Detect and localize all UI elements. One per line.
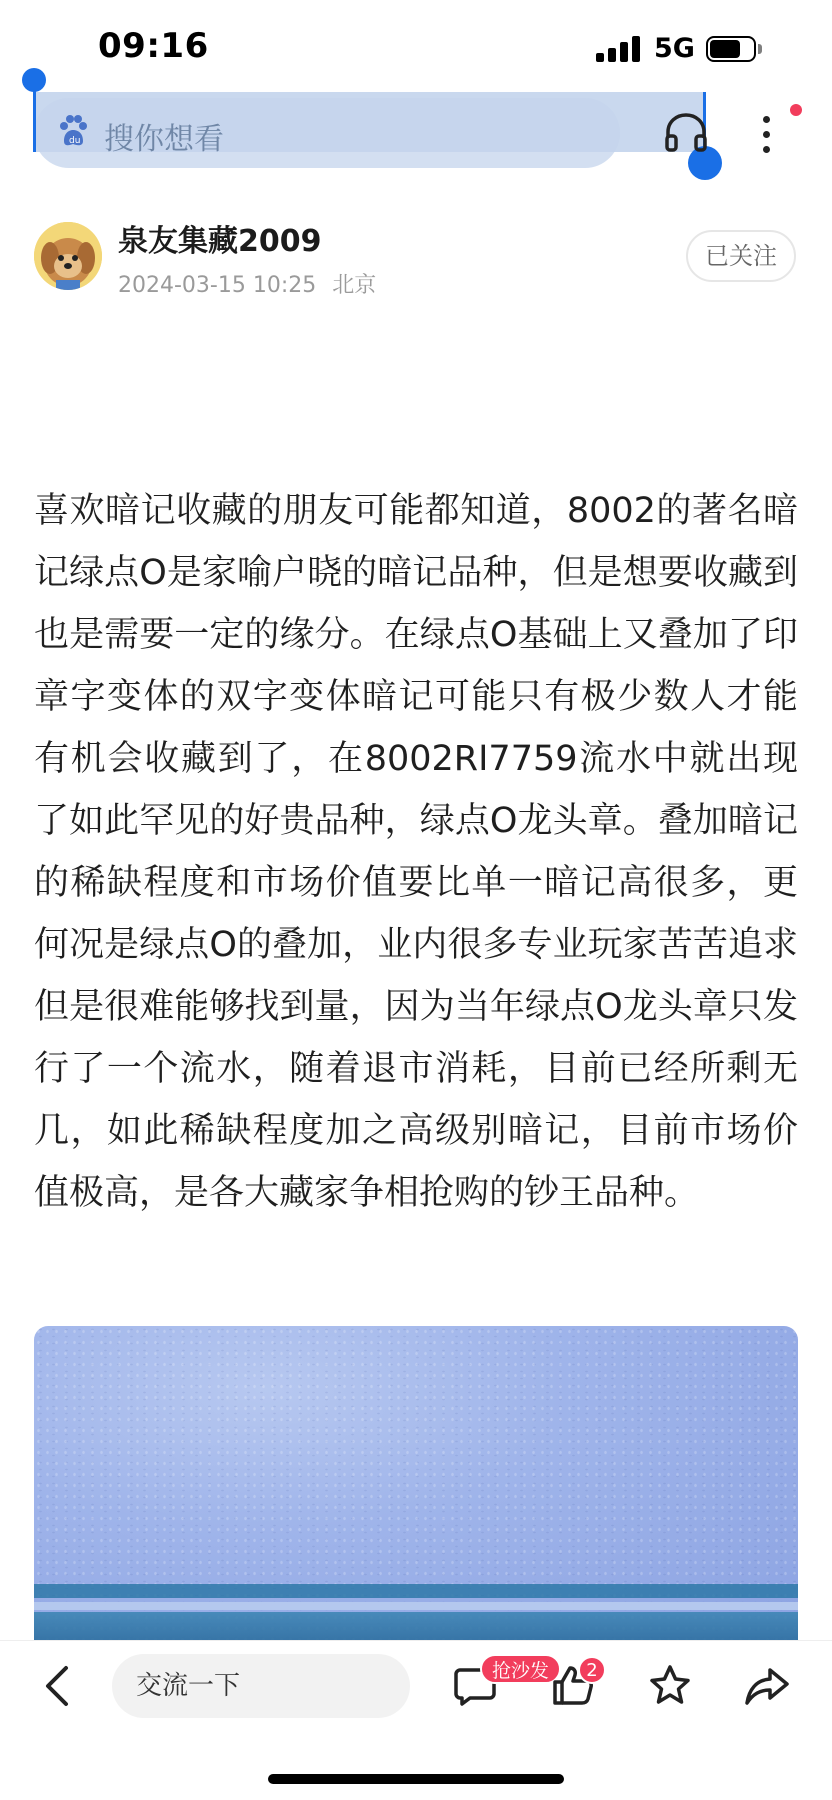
- search-placeholder[interactable]: 搜你想看: [104, 122, 224, 157]
- avatar[interactable]: [34, 222, 102, 290]
- post-meta: [118, 268, 376, 299]
- share-icon[interactable]: [744, 1666, 790, 1706]
- network-type: 5G: [654, 33, 695, 64]
- sofa-badge: 抢沙发: [480, 1654, 561, 1684]
- status-time: 09:16: [98, 26, 209, 66]
- more-icon[interactable]: [760, 114, 774, 156]
- post-datetime: 2024-03-15 10:25: [118, 273, 317, 298]
- like-count-badge: 2: [578, 1656, 606, 1684]
- article-image[interactable]: [34, 1326, 798, 1640]
- headset-icon[interactable]: [664, 112, 708, 154]
- home-indicator: [268, 1774, 564, 1784]
- back-icon[interactable]: [42, 1664, 72, 1708]
- battery-icon: [706, 36, 762, 62]
- author-name[interactable]: 泉友集藏2009: [118, 224, 322, 259]
- selection-handle-start[interactable]: [33, 80, 36, 152]
- signal-icon: [596, 36, 642, 62]
- notification-dot: [790, 104, 802, 116]
- comment-input[interactable]: 交流一下: [112, 1654, 410, 1718]
- article-body: 喜欢暗记收藏的朋友可能都知道，8002的著名暗记绿点O是家喻户晓的暗记品种，但是想要收藏到也是需要一定的缘分。在绿点O基础上又叠加了印章字变体的双字变体暗记可能只有极少数人才能有机会收藏到了，在8002RI7759流水中就出现了如此罕见的好贵品种，绿点O龙头章。叠加暗记的稀缺程度和市场价值要比单一暗记高很多，更何况是绿点O的叠加，业内很多专业玩家苦苦追求但是很难能够找到量，因为当年绿点O龙头章只发行了一个流水，随着退市消耗，目前已经所剩无几，如此稀缺程度加之高级别暗记，目前市场价值极高，是各大藏家争相抢购的钞王品种。: [34, 491, 798, 1213]
- post-location: 北京: [332, 273, 377, 298]
- follow-button[interactable]: 已关注: [686, 230, 796, 282]
- paw-icon: [58, 114, 88, 148]
- svg-text:du: du: [69, 136, 81, 146]
- star-icon[interactable]: [648, 1664, 692, 1706]
- status-bar: [0, 0, 832, 92]
